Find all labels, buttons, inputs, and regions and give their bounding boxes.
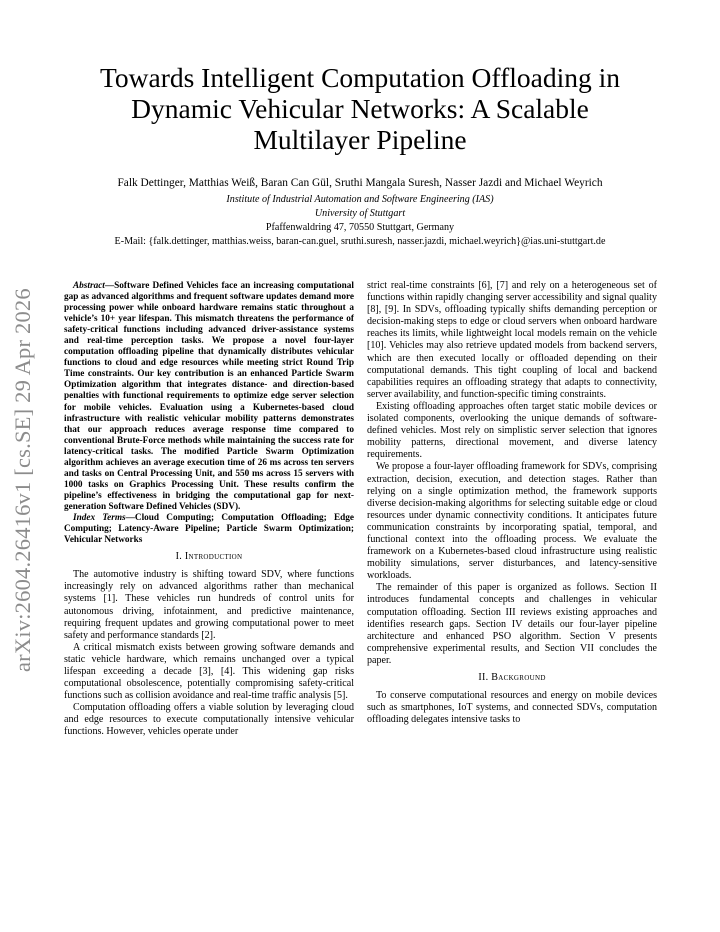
section-heading-background: II. Background <box>478 672 546 683</box>
arxiv-identifier: arXiv:2604.26416v1 [cs.SE] 29 Apr 2026 <box>10 288 35 672</box>
paper-title: Towards Intelligent Computation Offloading in Dynamic Vehicular Networks: A Scalable Multilayer Pipeline <box>100 62 620 155</box>
paragraph: The automotive industry is shifting toward SDV, where functions increasingly rely on advanced algorithms rather than mechanical systems [1]. These vehicles run hundreds of control units for autonomous driving, infotainment, and predictive maintenance, requiring frequent updates and growing computational power to meet safety and performance standards [2]. <box>64 569 354 641</box>
paragraph: The remainder of this paper is organized as follows. Section II introduces fundamental concepts and challenges in vehicular computation offloading. Section III reviews existing approaches and identifies research gaps. Section IV details our four-layer pipeline architecture and enhanced PSO algorithm. Section V presents comprehensive experimental results, and Section VII concludes the paper. <box>367 582 657 666</box>
author-emails: E-Mail: {falk.dettinger, matthias.weiss, baran-can.guel, sruthi.suresh, nasser.jazdi, michael.weyrich}@ias.uni-stuttgart.de <box>114 236 606 247</box>
index-terms <box>64 513 354 546</box>
left-column <box>64 281 354 739</box>
index-terms-label: Index Terms <box>73 512 126 523</box>
paragraph: Existing offloading approaches often target static mobile devices or isolated components, overlooking the unique demands of software-defined vehicles. Most rely on simplistic server selection that ignores mobility patterns, directional movement, and diverse latency requirements. <box>367 400 657 461</box>
paragraph: A critical mismatch exists between growing software demands and static vehicle hardware, which remains unchanged over a typical lifespan exceeding a decade [3], [4]. This widening gap risks computational obsolescence, potentially compromising safety-critical functions such as collision avoidance and real-time traffic analysis [5]. <box>64 641 354 702</box>
abstract-text: —Software Defined Vehicles face an increasing computational gap as advanced algorithms and frequent software updates demand more processing power while onboard hardware remains static throughout a vehicle’s 10+ year lifespan. This mismatch threatens the performance of safety-critical functions including advanced driver-assistance systems and real-time perception tasks. We propose a novel four-layer computation offloading pipeline that dynamically distributes vehicular functions to cloud and edge resources while meeting strict Round Trip Time constraints. Our key contribution is an enhanced Particle Swarm Optimization algorithm that integrates distance- and direction-based penalties with functional requirements to optimize edge server selection for mobile vehicles. Evaluation using a Kubernetes-based cloud infrastructure with realistic vehicular mobility patterns demonstrates that our approach reduces average response time compared to conventional Brute-Force methods while maintaining the success rate for latency-critical tasks. The modified Particle Swarm Optimization algorithm achieves an average execution time of 26 ms across ten servers and tasks on Central Processing Unit, and 550 ms across 15 servers with 1000 tasks on Graphics Processing Unit. These results confirm the pipeline’s effectiveness in bridging the computational gap for next-generation Software Defined Vehicles (SDV). <box>64 281 354 512</box>
arxiv-sidebar <box>10 262 50 672</box>
author-list: Falk Dettinger, Matthias Weiß, Baran Can Gül, Sruthi Mangala Suresh, Nasser Jazdi and Michael Weyrich <box>117 177 603 189</box>
abstract-label: Abstract <box>73 281 105 291</box>
paragraph: strict real-time constraints [6], [7] and rely on a heterogeneous set of functions within rapidly changing server accessibility and signal quality [8], [9]. In SDVs, offloading typically shifts demanding perception or decision-making steps to edge or cloud servers when onboard hardware reaches its limits, while lightweight local models remain on the vehicle [10]. Vehicles may also retrieve updated models from backend servers, which are then executed locally or offloaded depending on their computational demands. This tight coupling of local and backend capabilities requires an offloading strategy that adapts to connectivity, server availability, and function-specific timing constraints. <box>367 280 657 400</box>
affiliation-address: Pfaffenwaldring 47, 70550 Stuttgart, Germany <box>265 222 455 233</box>
affiliation-institute: Institute of Industrial Automation and Software Engineering (IAS) <box>226 194 494 205</box>
index-terms-text: —Cloud Computing; Computation Offloading; Edge Computing; Latency-Aware Pipeline; Particle Swarm Optimization; Vehicular Networks <box>64 512 354 546</box>
affiliation-university: University of Stuttgart <box>314 208 406 219</box>
right-column <box>367 280 657 726</box>
section-heading-introduction: I. Introduction <box>175 551 243 563</box>
paragraph: To conserve computational resources and energy on mobile devices such as smartphones, IoT systems, and connected SDVs, computation offloading delegates intensive tasks to <box>367 690 657 726</box>
abstract <box>64 281 354 513</box>
paragraph: We propose a four-layer offloading framework for SDVs, comprising extraction, decision, execution, and detection stages. Rather than relying on a single optimization method, the framework supports diverse decision-making algorithms for selecting suitable edge or cloud resources under dynamic connectivity conditions. It anticipates future communication constraints by incorporating spatial, temporal, and functional context into the offloading process. We evaluate the framework on a Kubernetes-based cloud infrastructure using realistic mobility simulations, server disturbances, and latency-sensitive workloads. <box>367 461 657 582</box>
paragraph: Computation offloading offers a viable solution by leveraging cloud and edge resources to execute computationally intensive vehicular functions. However, vehicles operate under <box>64 702 354 738</box>
